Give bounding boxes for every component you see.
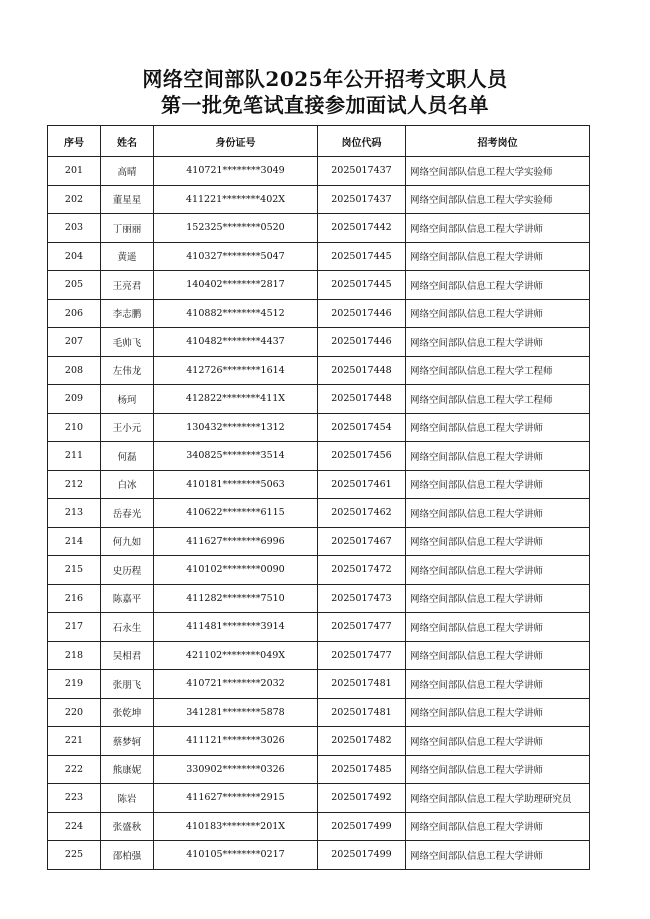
cell-index: 214 [48,527,101,556]
cell-post: 网络空间部队信息工程大学讲师 [406,499,590,528]
cell-post-code: 2025017492 [318,784,406,813]
cell-id-number: 412822********411X [154,385,318,414]
cell-id-number: 412726********1614 [154,356,318,385]
cell-id-number: 410181********5063 [154,470,318,499]
cell-post: 网络空间部队信息工程大学助理研究员 [406,784,590,813]
cell-index: 203 [48,214,101,243]
cell-index: 219 [48,670,101,699]
cell-post-code: 2025017481 [318,670,406,699]
header-post-code: 岗位代码 [318,126,406,157]
cell-index: 222 [48,755,101,784]
cell-name: 石永生 [101,613,154,642]
cell-index: 218 [48,641,101,670]
cell-post: 网络空间部队信息工程大学讲师 [406,727,590,756]
cell-name: 蔡梦轲 [101,727,154,756]
cell-post: 网络空间部队信息工程大学工程师 [406,356,590,385]
table-row [48,328,590,357]
cell-name: 岳春光 [101,499,154,528]
cell-id-number: 152325********0520 [154,214,318,243]
table-row [48,242,590,271]
table-row [48,356,590,385]
cell-post: 网络空间部队信息工程大学讲师 [406,670,590,699]
cell-id-number: 411282********7510 [154,584,318,613]
cell-index: 216 [48,584,101,613]
cell-index: 210 [48,413,101,442]
cell-post-code: 2025017467 [318,527,406,556]
cell-post-code: 2025017472 [318,556,406,585]
cell-id-number: 410482********4437 [154,328,318,357]
cell-post-code: 2025017499 [318,812,406,841]
cell-id-number: 411627********6996 [154,527,318,556]
document-title-line-1: 网络空间部队2025年公开招考文职人员 [142,67,508,91]
cell-post-code: 2025017448 [318,385,406,414]
cell-id-number: 341281********5878 [154,698,318,727]
cell-post: 网络空间部队信息工程大学讲师 [406,299,590,328]
cell-post-code: 2025017477 [318,641,406,670]
cell-post: 网络空间部队信息工程大学实验师 [406,157,590,186]
cell-post: 网络空间部队信息工程大学讲师 [406,698,590,727]
cell-post: 网络空间部队信息工程大学讲师 [406,242,590,271]
table-row [48,499,590,528]
table-header-row [48,126,590,157]
cell-post: 网络空间部队信息工程大学讲师 [406,841,590,870]
cell-name: 毛帅飞 [101,328,154,357]
cell-post-code: 2025017454 [318,413,406,442]
cell-id-number: 410327********5047 [154,242,318,271]
cell-post-code: 2025017462 [318,499,406,528]
document-title-line-2: 第一批免笔试直接参加面试人员名单 [161,93,489,117]
cell-index: 224 [48,812,101,841]
header-name: 姓名 [101,126,154,157]
table-row [48,271,590,300]
cell-post: 网络空间部队信息工程大学讲师 [406,584,590,613]
table-row [48,812,590,841]
cell-name: 黄遥 [101,242,154,271]
cell-index: 217 [48,613,101,642]
cell-index: 212 [48,470,101,499]
cell-post: 网络空间部队信息工程大学工程师 [406,385,590,414]
cell-name: 左伟龙 [101,356,154,385]
table-row [48,214,590,243]
cell-index: 208 [48,356,101,385]
table-row [48,755,590,784]
cell-name: 王小元 [101,413,154,442]
cell-post: 网络空间部队信息工程大学讲师 [406,214,590,243]
cell-index: 211 [48,442,101,471]
cell-post: 网络空间部队信息工程大学讲师 [406,755,590,784]
cell-name: 邵柏强 [101,841,154,870]
cell-id-number: 410105********0217 [154,841,318,870]
cell-id-number: 130432********1312 [154,413,318,442]
cell-name: 董星星 [101,185,154,214]
cell-name: 何九如 [101,527,154,556]
table-row [48,556,590,585]
cell-id-number: 340825********3514 [154,442,318,471]
cell-name: 白冰 [101,470,154,499]
cell-post: 网络空间部队信息工程大学讲师 [406,328,590,357]
cell-id-number: 411481********3914 [154,613,318,642]
cell-name: 何磊 [101,442,154,471]
cell-post: 网络空间部队信息工程大学讲师 [406,527,590,556]
cell-name: 张朋飞 [101,670,154,699]
table-row [48,299,590,328]
cell-name: 张盛秋 [101,812,154,841]
cell-index: 201 [48,157,101,186]
cell-post: 网络空间部队信息工程大学讲师 [406,641,590,670]
cell-name: 杨珂 [101,385,154,414]
table-row [48,584,590,613]
cell-name: 高晴 [101,157,154,186]
cell-id-number: 410102********0090 [154,556,318,585]
cell-post: 网络空间部队信息工程大学实验师 [406,185,590,214]
cell-id-number: 410721********2032 [154,670,318,699]
cell-post-code: 2025017456 [318,442,406,471]
header-post: 招考岗位 [406,126,590,157]
cell-post: 网络空间部队信息工程大学讲师 [406,413,590,442]
cell-index: 206 [48,299,101,328]
cell-post-code: 2025017437 [318,157,406,186]
table-row [48,385,590,414]
cell-name: 李志鹏 [101,299,154,328]
cell-index: 220 [48,698,101,727]
cell-post-code: 2025017485 [318,755,406,784]
cell-id-number: 410183********201X [154,812,318,841]
cell-post: 网络空间部队信息工程大学讲师 [406,271,590,300]
cell-id-number: 140402********2817 [154,271,318,300]
cell-id-number: 330902********0326 [154,755,318,784]
cell-id-number: 411121********3026 [154,727,318,756]
cell-post: 网络空间部队信息工程大学讲师 [406,613,590,642]
cell-index: 221 [48,727,101,756]
table-row [48,185,590,214]
cell-name: 吴相君 [101,641,154,670]
cell-index: 223 [48,784,101,813]
cell-name: 陈岩 [101,784,154,813]
table-row [48,527,590,556]
table-row [48,670,590,699]
cell-id-number: 411221********402X [154,185,318,214]
header-index: 序号 [48,126,101,157]
cell-id-number: 410622********6115 [154,499,318,528]
cell-post-code: 2025017442 [318,214,406,243]
cell-index: 205 [48,271,101,300]
cell-post-code: 2025017499 [318,841,406,870]
cell-name: 熊康妮 [101,755,154,784]
cell-id-number: 421102********049X [154,641,318,670]
table-row [48,413,590,442]
cell-post-code: 2025017481 [318,698,406,727]
cell-index: 225 [48,841,101,870]
table-row [48,470,590,499]
table-row [48,157,590,186]
cell-name: 王亮君 [101,271,154,300]
cell-index: 209 [48,385,101,414]
cell-post-code: 2025017445 [318,271,406,300]
cell-index: 213 [48,499,101,528]
cell-id-number: 410721********3049 [154,157,318,186]
cell-index: 207 [48,328,101,357]
table-row [48,784,590,813]
cell-post-code: 2025017445 [318,242,406,271]
cell-post-code: 2025017461 [318,470,406,499]
cell-id-number: 410882********4512 [154,299,318,328]
cell-post: 网络空间部队信息工程大学讲师 [406,442,590,471]
cell-id-number: 411627********2915 [154,784,318,813]
cell-post: 网络空间部队信息工程大学讲师 [406,556,590,585]
table-row [48,641,590,670]
cell-post-code: 2025017446 [318,328,406,357]
cell-name: 丁丽丽 [101,214,154,243]
table-row [48,613,590,642]
cell-post-code: 2025017477 [318,613,406,642]
cell-index: 204 [48,242,101,271]
table-row [48,727,590,756]
cell-name: 陈嘉平 [101,584,154,613]
header-id-number: 身份证号 [154,126,318,157]
cell-name: 史历程 [101,556,154,585]
table-row [48,841,590,870]
table-row [48,698,590,727]
cell-post: 网络空间部队信息工程大学讲师 [406,470,590,499]
cell-post-code: 2025017482 [318,727,406,756]
candidate-table [47,125,590,870]
cell-post-code: 2025017446 [318,299,406,328]
cell-post: 网络空间部队信息工程大学讲师 [406,812,590,841]
cell-post-code: 2025017473 [318,584,406,613]
cell-post-code: 2025017437 [318,185,406,214]
cell-index: 202 [48,185,101,214]
table-row [48,442,590,471]
cell-index: 215 [48,556,101,585]
cell-post-code: 2025017448 [318,356,406,385]
cell-name: 张乾坤 [101,698,154,727]
